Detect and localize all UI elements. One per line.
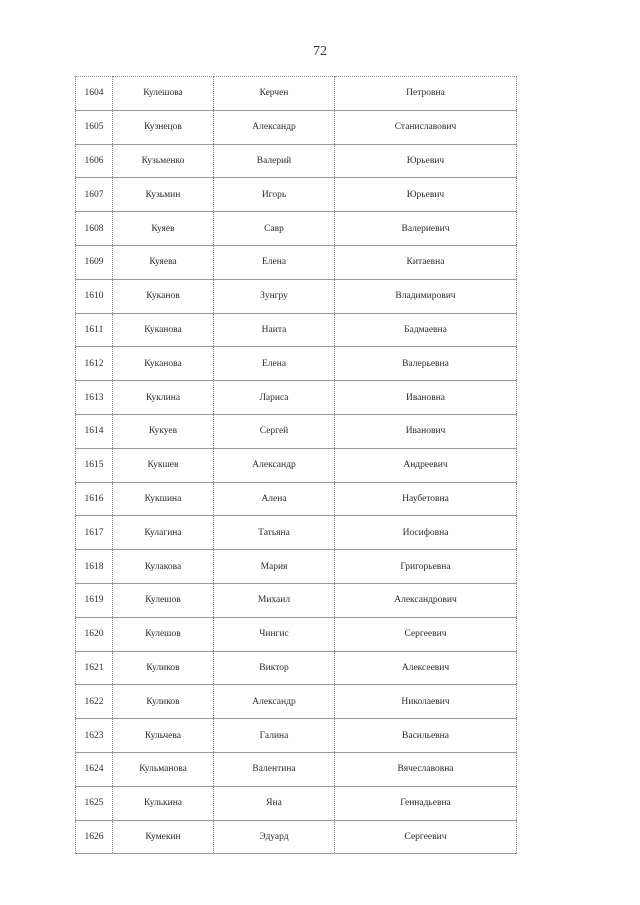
last-name-cell: Куяев: [113, 212, 214, 246]
first-name-cell: Лариса: [214, 381, 335, 415]
table-row: [76, 685, 517, 719]
table-row: [76, 381, 517, 415]
last-name-cell: Кукуев: [113, 414, 214, 448]
table-row: [76, 144, 517, 178]
row-number-cell: 1626: [76, 820, 113, 854]
row-number-cell: 1609: [76, 245, 113, 279]
row-number-cell: 1613: [76, 381, 113, 415]
row-number-cell: 1621: [76, 651, 113, 685]
first-name-cell: Керчен: [214, 77, 335, 111]
first-name-cell: Валентина: [214, 752, 335, 786]
patronymic-cell: Сергеевич: [335, 617, 517, 651]
patronymic-cell: Юрьевич: [335, 144, 517, 178]
first-name-cell: Татьяна: [214, 516, 335, 550]
patronymic-cell: Ивановна: [335, 381, 517, 415]
patronymic-cell: Юрьевич: [335, 178, 517, 212]
row-number-cell: 1605: [76, 110, 113, 144]
first-name-cell: Эдуард: [214, 820, 335, 854]
last-name-cell: Куканова: [113, 313, 214, 347]
last-name-cell: Кульчева: [113, 719, 214, 753]
table-body: [76, 77, 517, 854]
page-number: 72: [313, 44, 327, 59]
row-number-cell: 1623: [76, 719, 113, 753]
last-name-cell: Кулешова: [113, 77, 214, 111]
table-row: [76, 617, 517, 651]
name-list-table: [75, 76, 517, 854]
first-name-cell: Валерий: [214, 144, 335, 178]
last-name-cell: Куклина: [113, 381, 214, 415]
patronymic-cell: Андреевич: [335, 448, 517, 482]
patronymic-cell: Иванович: [335, 414, 517, 448]
first-name-cell: Сергей: [214, 414, 335, 448]
last-name-cell: Кузнецов: [113, 110, 214, 144]
table-row: [76, 516, 517, 550]
first-name-cell: Елена: [214, 347, 335, 381]
last-name-cell: Кумекин: [113, 820, 214, 854]
patronymic-cell: Васильевна: [335, 719, 517, 753]
row-number-cell: 1611: [76, 313, 113, 347]
last-name-cell: Куликов: [113, 685, 214, 719]
last-name-cell: Куликов: [113, 651, 214, 685]
table-row: [76, 719, 517, 753]
table-row: [76, 786, 517, 820]
row-number-cell: 1614: [76, 414, 113, 448]
patronymic-cell: Николаевич: [335, 685, 517, 719]
row-number-cell: 1619: [76, 583, 113, 617]
last-name-cell: Кулагина: [113, 516, 214, 550]
last-name-cell: Кукшина: [113, 482, 214, 516]
first-name-cell: Савр: [214, 212, 335, 246]
row-number-cell: 1606: [76, 144, 113, 178]
row-number-cell: 1618: [76, 550, 113, 584]
table-row: [76, 279, 517, 313]
first-name-cell: Мария: [214, 550, 335, 584]
patronymic-cell: Наубетовна: [335, 482, 517, 516]
table-row: [76, 212, 517, 246]
first-name-cell: Виктор: [214, 651, 335, 685]
table-row: [76, 448, 517, 482]
patronymic-cell: Владимирович: [335, 279, 517, 313]
first-name-cell: Зунгру: [214, 279, 335, 313]
last-name-cell: Куканова: [113, 347, 214, 381]
row-number-cell: 1622: [76, 685, 113, 719]
patronymic-cell: Станиславович: [335, 110, 517, 144]
first-name-cell: Александр: [214, 448, 335, 482]
patronymic-cell: Александрович: [335, 583, 517, 617]
table-row: [76, 414, 517, 448]
table-row: [76, 550, 517, 584]
last-name-cell: Кулькина: [113, 786, 214, 820]
patronymic-cell: Валериевич: [335, 212, 517, 246]
patronymic-cell: Иосифовна: [335, 516, 517, 550]
patronymic-cell: Петровна: [335, 77, 517, 111]
patronymic-cell: Геннадьевна: [335, 786, 517, 820]
table-row: [76, 77, 517, 111]
patronymic-cell: Бадмаевна: [335, 313, 517, 347]
first-name-cell: Галина: [214, 719, 335, 753]
first-name-cell: Яна: [214, 786, 335, 820]
row-number-cell: 1610: [76, 279, 113, 313]
last-name-cell: Кулешов: [113, 617, 214, 651]
last-name-cell: Куяева: [113, 245, 214, 279]
row-number-cell: 1625: [76, 786, 113, 820]
table-row: [76, 313, 517, 347]
table-row: [76, 651, 517, 685]
table-row: [76, 110, 517, 144]
row-number-cell: 1624: [76, 752, 113, 786]
last-name-cell: Кукшев: [113, 448, 214, 482]
last-name-cell: Куканов: [113, 279, 214, 313]
last-name-cell: Кулешов: [113, 583, 214, 617]
row-number-cell: 1608: [76, 212, 113, 246]
last-name-cell: Кузьмин: [113, 178, 214, 212]
table-row: [76, 583, 517, 617]
table-row: [76, 752, 517, 786]
table-row: [76, 347, 517, 381]
first-name-cell: Чингис: [214, 617, 335, 651]
row-number-cell: 1620: [76, 617, 113, 651]
last-name-cell: Кульманова: [113, 752, 214, 786]
row-number-cell: 1607: [76, 178, 113, 212]
first-name-cell: Елена: [214, 245, 335, 279]
first-name-cell: Наита: [214, 313, 335, 347]
table-row: [76, 482, 517, 516]
first-name-cell: Александр: [214, 110, 335, 144]
patronymic-cell: Вячеславовна: [335, 752, 517, 786]
table-row: [76, 178, 517, 212]
patronymic-cell: Алексеевич: [335, 651, 517, 685]
row-number-cell: 1617: [76, 516, 113, 550]
row-number-cell: 1612: [76, 347, 113, 381]
first-name-cell: Михаил: [214, 583, 335, 617]
table-row: [76, 245, 517, 279]
patronymic-cell: Григорьевна: [335, 550, 517, 584]
patronymic-cell: Валерьевна: [335, 347, 517, 381]
first-name-cell: Игорь: [214, 178, 335, 212]
last-name-cell: Кулакова: [113, 550, 214, 584]
table-row: [76, 820, 517, 854]
row-number-cell: 1615: [76, 448, 113, 482]
row-number-cell: 1604: [76, 77, 113, 111]
patronymic-cell: Сергеевич: [335, 820, 517, 854]
last-name-cell: Кузьменко: [113, 144, 214, 178]
row-number-cell: 1616: [76, 482, 113, 516]
patronymic-cell: Китаевна: [335, 245, 517, 279]
first-name-cell: Алена: [214, 482, 335, 516]
first-name-cell: Александр: [214, 685, 335, 719]
